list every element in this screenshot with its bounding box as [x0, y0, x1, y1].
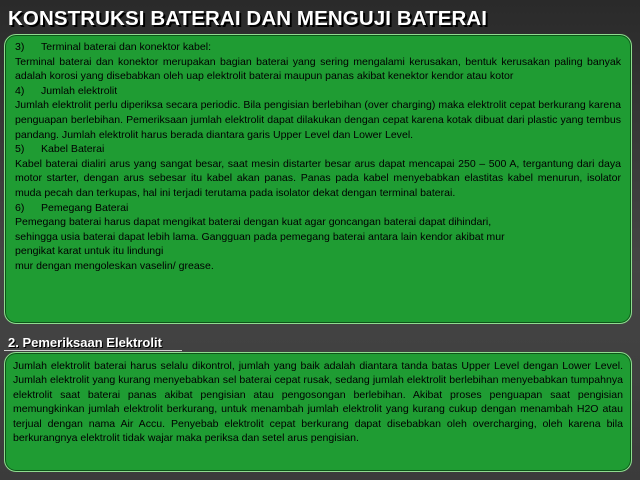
item-heading-text: Jumlah elektrolit	[41, 84, 118, 97]
section-text: Jumlah elektrolit baterai harus selalu dikontrol, jumlah yang baik adalah diantara tanda batas Upper Level dengan Lower Level. Jumlah elektrolit yang kurang menyebabkan sel baterai cepat rusak, sedang jumlah elektrolit berlebihan menyebabkan tumpahnya elektrolit saat baterai panas akibat pengisian atau pengosongan berlebihan. Akibat proses penguapan saat pengisian memungkinkan jumlah elektrolit berkurang, untuk menambah jumlah elektrolit yang kurang cukup dengan menambah H2O atau terjual dengan nama Air Accu. Penyebab elektrolit cepat berkurang dapat disebabkan oleh overcharging, oleh karena bila berkurangnya elektrolit tidak wajar maka periksa dan setel arus pengisian.	[13, 360, 623, 445]
item-text: Kabel baterai dialiri arus yang sangat besar, saat mesin distarter besar arus dapat mencapai 250 – 500 A, tergantung dari daya motor starter, dengan arus sebesar itu kabel akan panas. Panas pada kabel menyebabkan elastitas kabel menurun, isolator muda pecah dan terkupas, hal ini terjadi terutama pada isolator dekat dengan terminal baterai.	[15, 157, 621, 199]
item-number: 3)	[15, 41, 25, 53]
item-heading	[15, 84, 621, 99]
page-title: KONSTRUKSI BATERAI DAN MENGUJI BATERAI	[8, 7, 488, 30]
item-number: 6)	[15, 201, 25, 214]
item-text-line: mur dengan mengoleskan vaselin/ grease.	[15, 259, 214, 272]
item-heading-text: Terminal baterai dan konektor kabel:	[41, 41, 212, 53]
item-heading	[15, 40, 621, 55]
item-heading-text: Pemegang Baterai	[41, 201, 129, 214]
item-number: 5)	[15, 143, 25, 156]
section-divider	[4, 350, 182, 351]
item-text-line: Pemegang baterai harus dapat mengikat baterai dengan kuat agar goncangan baterai dapat dihindari,	[15, 216, 492, 229]
electrolyte-check-panel	[4, 352, 632, 472]
item-number: 4)	[15, 84, 25, 97]
item-heading	[15, 142, 621, 157]
item-text: Jumlah elektrolit perlu diperiksa secara periodic. Bila pengisian berlebihan (over charging) maka elektrolit cepat berkurang karena penguapan berlebihan. Pemeriksaan jumlah elektrolit dapat dilakukan dengan cepat karena kotak dibuat dari plastic yang tembus pandang. Jumlah elektrolit harus berada diantara garis Upper Level dan Lower Level.	[15, 99, 621, 141]
item-text-line: sehingga usia baterai dapat lebih lama. Gangguan pada pemegang baterai antara lain kendor akibat mur	[15, 230, 505, 243]
item-heading-text: Kabel Baterai	[41, 143, 105, 156]
item-text: Terminal baterai dan konektor merupakan bagian baterai yang sering mengalami kerusakan, bentuk kerusakan paling banyak adalah korosi yang disebabkan oleh uap elektrolit baterai maupun panas akibat kenektor kendor atau kotor	[15, 55, 621, 83]
battery-construction-panel	[4, 34, 632, 324]
item-heading	[15, 201, 621, 216]
item-text-line: pengikat karat untuk itu lindungi	[15, 245, 164, 258]
section-heading: 2. Pemeriksaan Elektrolit	[8, 335, 162, 350]
